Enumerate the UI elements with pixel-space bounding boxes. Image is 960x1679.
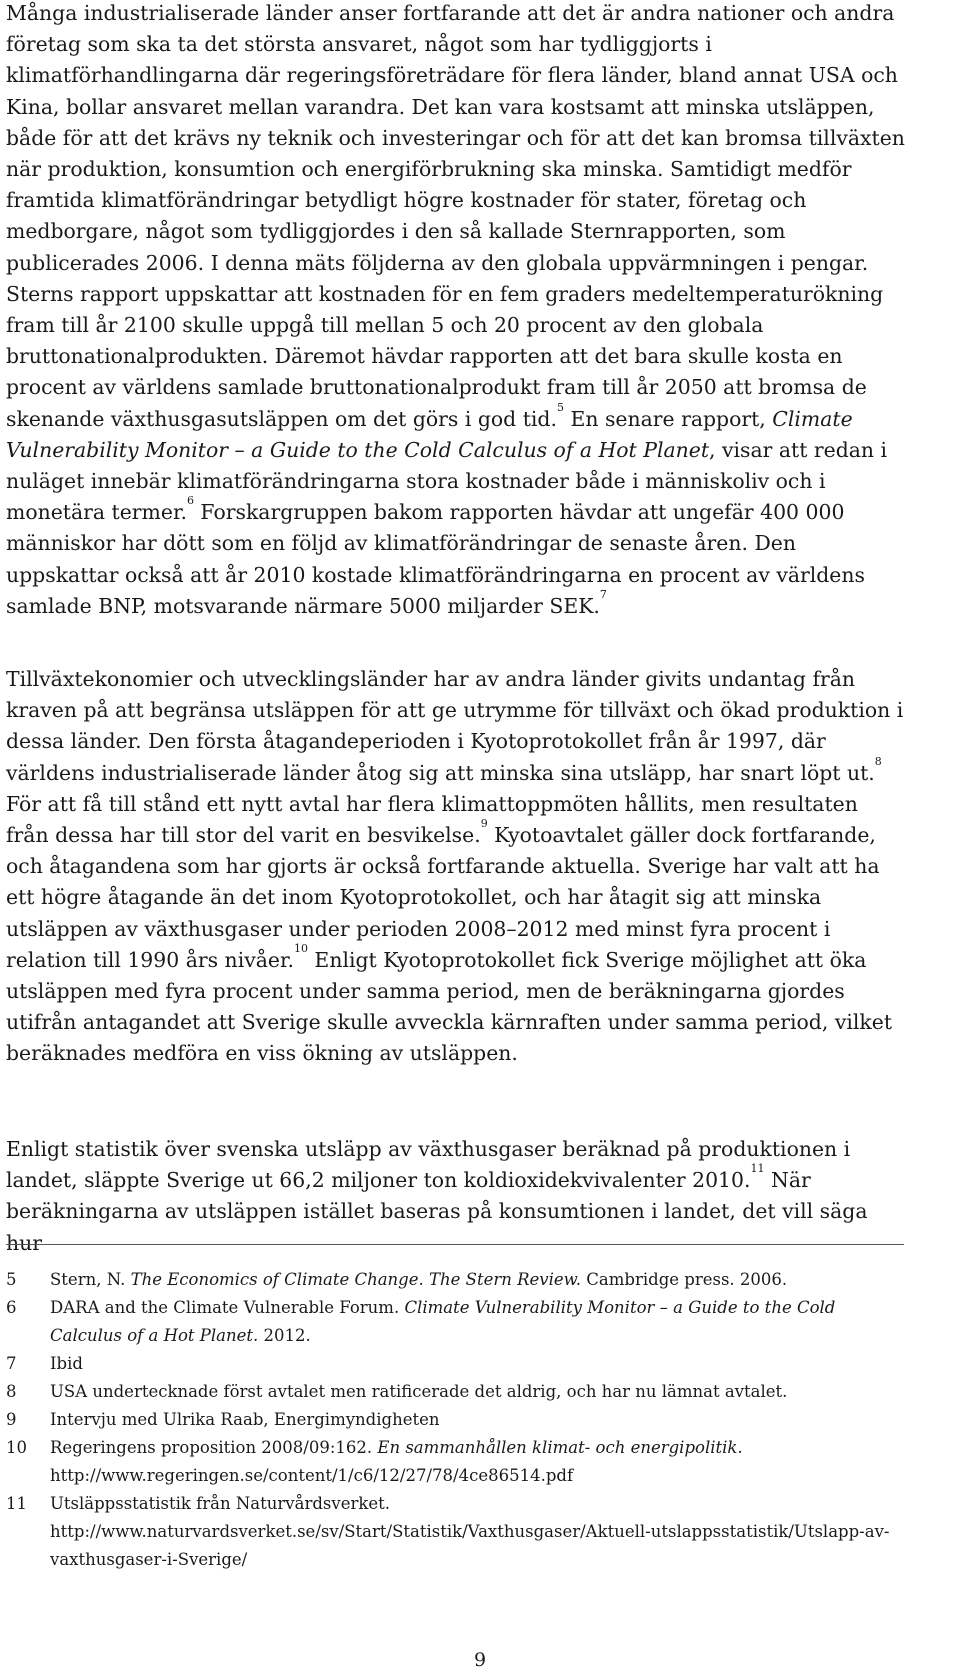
footnote-segment: USA undertecknade först avtalet men ratificerade det aldrig, och har nu lämnat avtalet.: [50, 1382, 788, 1401]
body-paragraph-3: [6, 1134, 906, 1259]
footnote-text: [50, 1294, 906, 1350]
footnote-reference[interactable]: 8: [874, 754, 882, 768]
footnote-number: 9: [6, 1410, 17, 1429]
paragraph-text: När beräkningarna av utsläppen istället baseras på konsumtionen i landet, det vill säga hur: [6, 1168, 868, 1255]
footnote-reference[interactable]: 6: [186, 494, 194, 508]
paragraph-text: För att få till stånd ett nytt avtal har flera klimattoppmöten hållits, men resultaten från dessa har till stor del varit en besvikelse.: [6, 791, 858, 848]
report-title: Climate Vulnerability Monitor – a Guide to the Cold Calculus of a Hot Planet: [6, 406, 853, 462]
footnote-segment: Stern, N.: [50, 1270, 131, 1289]
paragraph-text: Många industrialiserade länder anser fortfarande att det är andra nationer och andra företag som ska ta det största ansvaret, något som har tydliggjorts i klimatförhandlingarna där regeringsföreträdare för flera länder, bland annat USA och Kina, bollar ansvaret mellan varandra. Det kan vara kostsamt att minska utsläppen, både för att det krävs ny teknik och investeringar och för att det kan bromsa tillväxten när produktion, konsumtion och energiförbrukning ska minska. Samtidigt medför framtida klimatförändringar betydligt högre kostnader för stater, företag och medborgare, något som tydliggjordes i den så kallade Sternrapporten, som publicerades 2006. I denna mäts följderna av den globala uppvärmningen i pengar. Sterns rapport uppskattar att kostnaden för en fem graders medeltemperaturökning fram till år 2100 skulle uppgå till mellan 5 och 20 procent av den globala bruttonationalprodukten. Däremot hävdar rapporten att det bara skulle kosta en procent av världens samlade bruttonationalprodukt fram till år 2050 att bromsa de skenande växthusgasutsläppen om det görs i god tid.: [6, 1, 905, 431]
footnote-segment: Intervju med Ulrika Raab, Energimyndigheten: [50, 1410, 440, 1429]
footnote-item: [6, 1294, 906, 1350]
footnote-text: [50, 1378, 906, 1406]
footnote-text: [50, 1350, 906, 1378]
paragraph-text: Tillväxtekonomier och utvecklingsländer har av andra länder givits undantag från kraven på att begränsa utsläppen för att ge utrymme för tillväxt och ökad produktion i dessa länder. Den första åtagandeperioden i Kyotoprotokollet från år 1997, där världens industrialiserade länder åtog sig att minska sina utsläpp, har snart löpt ut.: [6, 667, 904, 785]
footnote-link[interactable]: Utsläppsstatistik från Naturvårdsverket. http://www.naturvardsverket.se/sv/Start/Statistik/Vaxthusgaser/Aktuell-utslappsstatistik/Utslapp-av-vaxthusgaser-i-Sverige/: [50, 1494, 890, 1569]
footnote-number: 6: [6, 1298, 17, 1317]
footnote-item: [6, 1490, 906, 1574]
footnote-number: 11: [6, 1494, 27, 1513]
footnote-reference[interactable]: 7: [599, 587, 607, 601]
footnote-title: The Economics of Climate Change. The Stern Review.: [130, 1270, 582, 1289]
paragraph-text: , visar att redan i nuläget innebär klimatförändringarna stora kostnader både i människoliv och i monetära termer.: [6, 437, 888, 525]
footnote-number: 10: [6, 1438, 27, 1457]
paragraph-text: Forskargruppen bakom rapporten hävdar att ungefär 400 000 människor har dött som en följd av klimatförändringar de senaste åren. Den uppskattar också att år 2010 kostade klimatförändringarna en procent av världens samlade BNP, motsvarande närmare 5000 miljarder SEK.: [6, 500, 865, 618]
footnotes: [6, 1266, 906, 1574]
footnote-text: [50, 1434, 906, 1490]
footnote-item: [6, 1266, 906, 1294]
footnote-text: [50, 1266, 906, 1294]
footnote-number: 8: [6, 1382, 17, 1401]
footnote-text: [50, 1490, 906, 1574]
page-number: 9: [473, 1649, 487, 1671]
paragraph-text: Enligt statistik över svenska utsläpp av växthusgaser beräknad på produktionen i landet, släppte Sverige ut 66,2 miljoner ton koldioxidekvivalenter 2010.: [6, 1137, 851, 1193]
paragraph-text: En senare rapport,: [563, 406, 773, 431]
footnote-title: En sammanhållen klimat- och energipolitik.: [377, 1438, 743, 1457]
footnote-number: 7: [6, 1354, 17, 1373]
footnote-link[interactable]: http://www.regeringen.se/content/1/c6/12/27/78/4ce86514.pdf: [50, 1466, 574, 1485]
body-paragraph-2: [6, 664, 906, 1070]
footnote-segment: 2012.: [258, 1326, 311, 1345]
footnote-item: [6, 1350, 906, 1378]
footnote-text: [50, 1406, 906, 1434]
footnote-divider: [6, 1244, 904, 1245]
paragraph-text: Kyotoavtalet gäller dock fortfarande, och åtagandena som har gjorts är också fortfarande aktuella. Sverige har valt att ha ett högre åtagande än det inom Kyotoprotokollet, och har åtagit sig att minska utsläppen av växthusgaser under perioden 2008–2012 med minst fyra procent i relation till 1990 års nivåer.: [6, 823, 880, 972]
footnote-title: Climate Vulnerability Monitor – a Guide to the Cold Calculus of a Hot Planet.: [50, 1298, 836, 1345]
body-paragraph-1: [6, 0, 906, 622]
paragraph-text: Enligt Kyotoprotokollet fick Sverige möjlighet att öka utsläppen med fyra procent under samma period, men de beräkningarna gjordes utifrån antagandet att Sverige skulle avveckla kärnraften under samma period, vilket beräknades medföra en viss ökning av utsläppen.: [6, 947, 893, 1066]
footnote-reference[interactable]: 11: [750, 1162, 765, 1176]
footnote-reference[interactable]: 5: [556, 400, 564, 414]
footnote-item: [6, 1406, 906, 1434]
footnote-segment: Cambridge press. 2006.: [581, 1270, 788, 1289]
footnote-segment: DARA and the Climate Vulnerable Forum.: [50, 1298, 405, 1317]
footnote-reference[interactable]: 10: [293, 941, 308, 955]
footnote-reference[interactable]: 9: [480, 817, 488, 831]
footnote-segment: Ibid: [50, 1354, 83, 1373]
footnote-item: [6, 1434, 906, 1490]
footnote-segment: Regeringens proposition 2008/09:162.: [50, 1438, 378, 1457]
footnote-number: 5: [6, 1270, 17, 1289]
footnote-item: [6, 1378, 906, 1406]
